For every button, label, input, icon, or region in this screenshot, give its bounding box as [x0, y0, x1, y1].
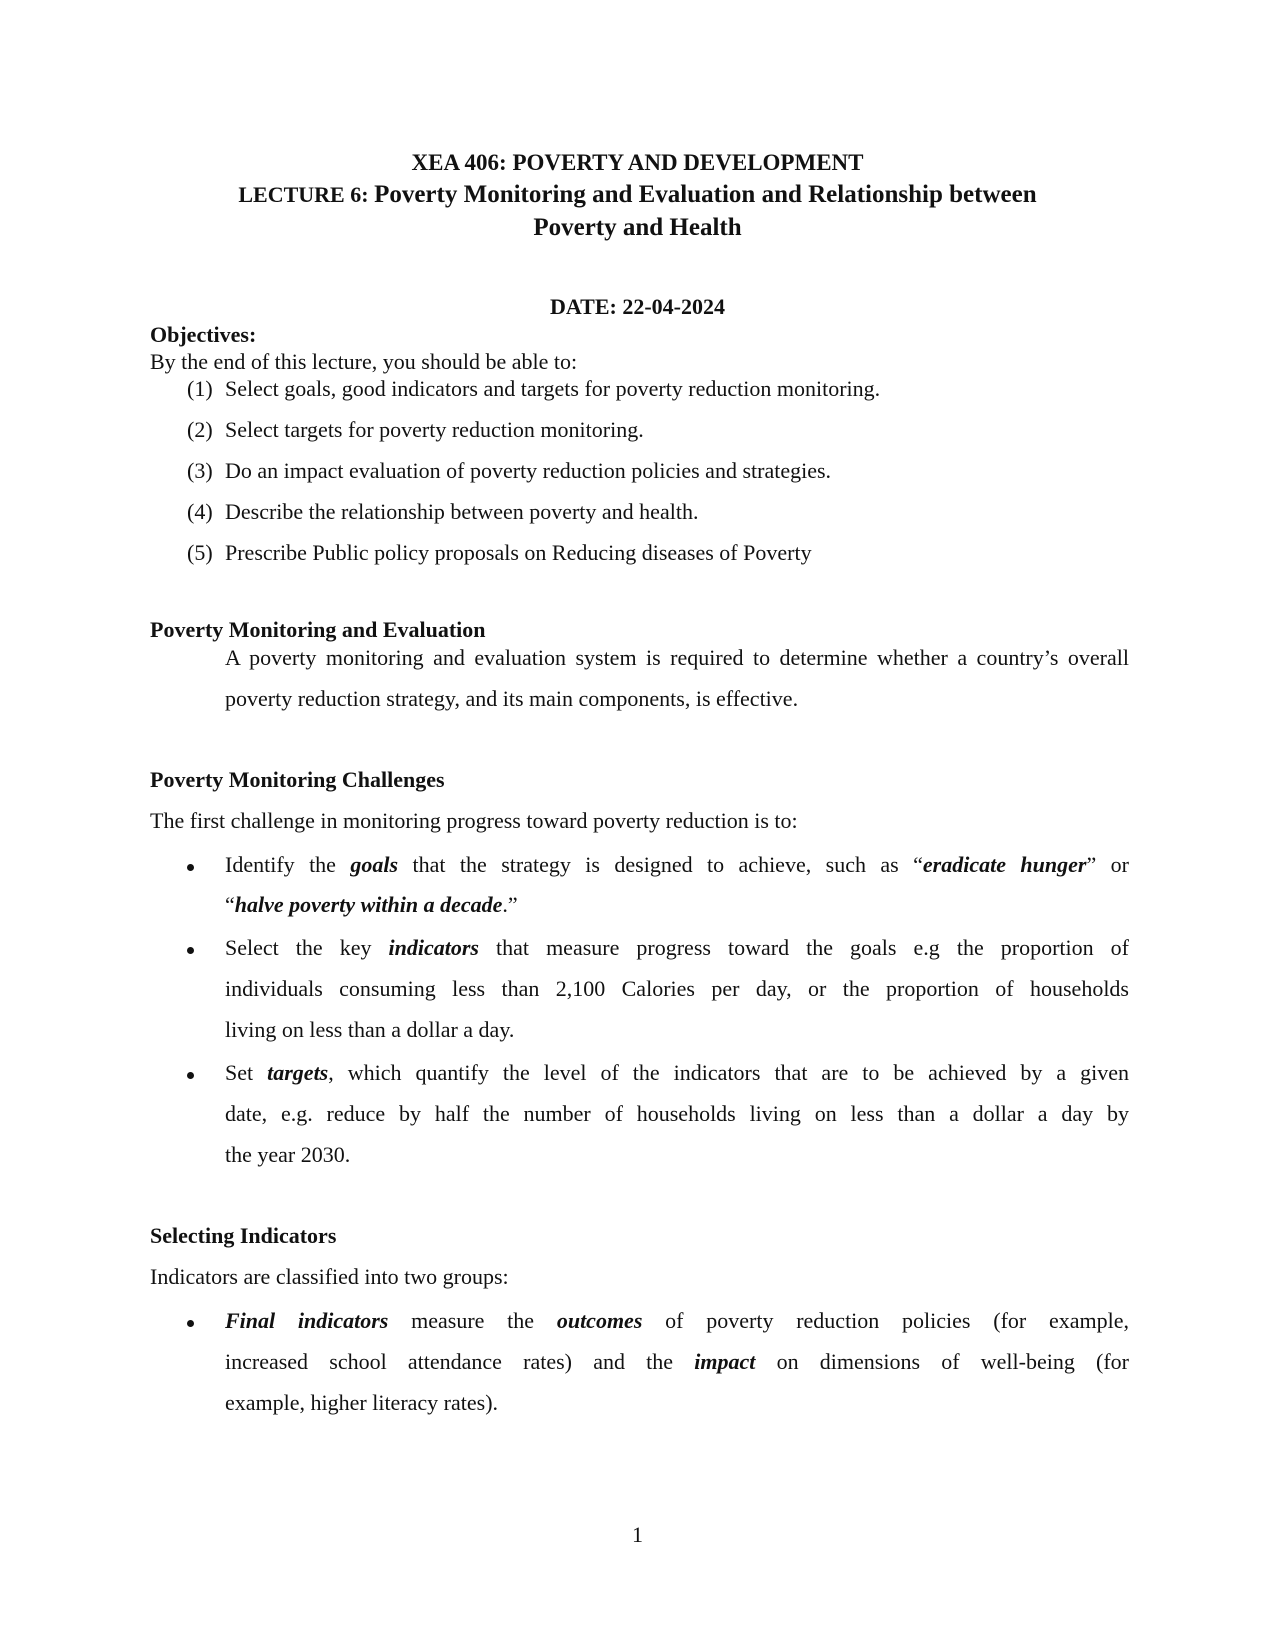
selecting-intro: Indicators are classified into two groups:	[150, 1264, 509, 1289]
text-run: increased school attendance rates) and the	[225, 1349, 695, 1374]
text-run: that measure progress toward the goals e.g the proportion of	[479, 935, 1129, 960]
objective-item	[187, 540, 812, 566]
monitoring-heading: Poverty Monitoring and Evaluation	[150, 617, 486, 642]
text-run: ” or	[1086, 852, 1129, 877]
indicators-bullet-line3: living on less than a dollar a day.	[225, 1017, 515, 1042]
text-run: on dimensions of well-being (for	[755, 1349, 1129, 1374]
goals-term: goals	[350, 852, 399, 877]
lecture-title	[0, 181, 1275, 209]
objective-number: (3)	[187, 458, 213, 483]
outcomes-term: outcomes	[556, 1308, 643, 1333]
objective-text: Prescribe Public policy proposals on Reducing diseases of Poverty	[225, 540, 812, 565]
page-number: 1	[632, 1522, 643, 1547]
bullet-icon	[187, 1320, 194, 1327]
bullet-icon	[187, 864, 194, 871]
text-run: Identify the	[225, 852, 351, 877]
indicators-bullet-line2: individuals consuming less than 2,100 Calories per day, or the proportion of households	[225, 976, 1129, 1001]
objective-item	[187, 499, 698, 525]
final-indicators-term: Final indicators	[225, 1308, 389, 1333]
targets-term: targets	[267, 1060, 329, 1085]
targets-bullet-line1	[225, 1060, 1129, 1086]
text-run: “	[225, 892, 235, 917]
lecture-date: DATE: 22-04-2024	[550, 294, 725, 319]
text-run: measure the	[388, 1308, 557, 1333]
indicators-term: indicators	[388, 935, 479, 960]
challenges-heading: Poverty Monitoring Challenges	[150, 767, 445, 792]
text-run: of poverty reduction policies (for example,	[642, 1308, 1129, 1333]
objective-number: (1)	[187, 376, 213, 401]
objectives-heading: Objectives:	[150, 322, 257, 347]
bullet-icon	[187, 1072, 194, 1079]
impact-term: impact	[694, 1349, 756, 1374]
objective-item	[187, 376, 880, 402]
text-run: Set	[225, 1060, 268, 1085]
lecture-title-line2: Poverty and Health	[533, 214, 742, 241]
monitoring-paragraph-line1: A poverty monitoring and evaluation system is required to determine whether a country’s overall	[225, 645, 1129, 670]
halve-poverty-term: halve poverty within a decade	[234, 892, 503, 917]
text-run: that the strategy is designed to achieve, such as “	[398, 852, 923, 877]
objective-text: Select goals, good indicators and targets for poverty reduction monitoring.	[225, 376, 881, 401]
targets-bullet-line3: the year 2030.	[225, 1142, 351, 1167]
text-run: Select the key	[225, 935, 389, 960]
objective-text: Describe the relationship between poverty and health.	[225, 499, 699, 524]
objective-number: (4)	[187, 499, 213, 524]
goals-bullet-line1	[225, 852, 1129, 878]
final-indicators-line2	[225, 1349, 1129, 1375]
text-run: .”	[502, 892, 518, 917]
eradicate-hunger-term: eradicate hunger	[922, 852, 1087, 877]
indicators-bullet-line1	[225, 935, 1129, 961]
objective-item	[187, 458, 831, 484]
lecture-prefix: LECTURE 6:	[238, 182, 375, 207]
objective-number: (2)	[187, 417, 213, 442]
objectives-intro: By the end of this lecture, you should be able to:	[150, 349, 578, 374]
objective-text: Select targets for poverty reduction monitoring.	[225, 417, 644, 442]
goals-bullet-line2	[225, 892, 518, 918]
text-run: , which quantify the level of the indicators that are to be achieved by a given	[328, 1060, 1129, 1085]
selecting-heading: Selecting Indicators	[150, 1223, 337, 1248]
objective-number: (5)	[187, 540, 213, 565]
final-indicators-line3: example, higher literacy rates).	[225, 1390, 499, 1415]
objective-item	[187, 417, 644, 443]
objective-text: Do an impact evaluation of poverty reduction policies and strategies.	[225, 458, 832, 483]
challenges-intro: The first challenge in monitoring progress toward poverty reduction is to:	[150, 808, 798, 833]
monitoring-paragraph-line2: poverty reduction strategy, and its main components, is effective.	[225, 686, 799, 711]
final-indicators-line1	[225, 1308, 1129, 1334]
course-title: XEA 406: POVERTY AND DEVELOPMENT	[411, 150, 864, 175]
bullet-icon	[187, 947, 194, 954]
targets-bullet-line2: date, e.g. reduce by half the number of households living on less than a dollar a day by	[225, 1101, 1129, 1126]
lecture-title-line1: Poverty Monitoring and Evaluation and Relationship between	[374, 181, 1037, 208]
